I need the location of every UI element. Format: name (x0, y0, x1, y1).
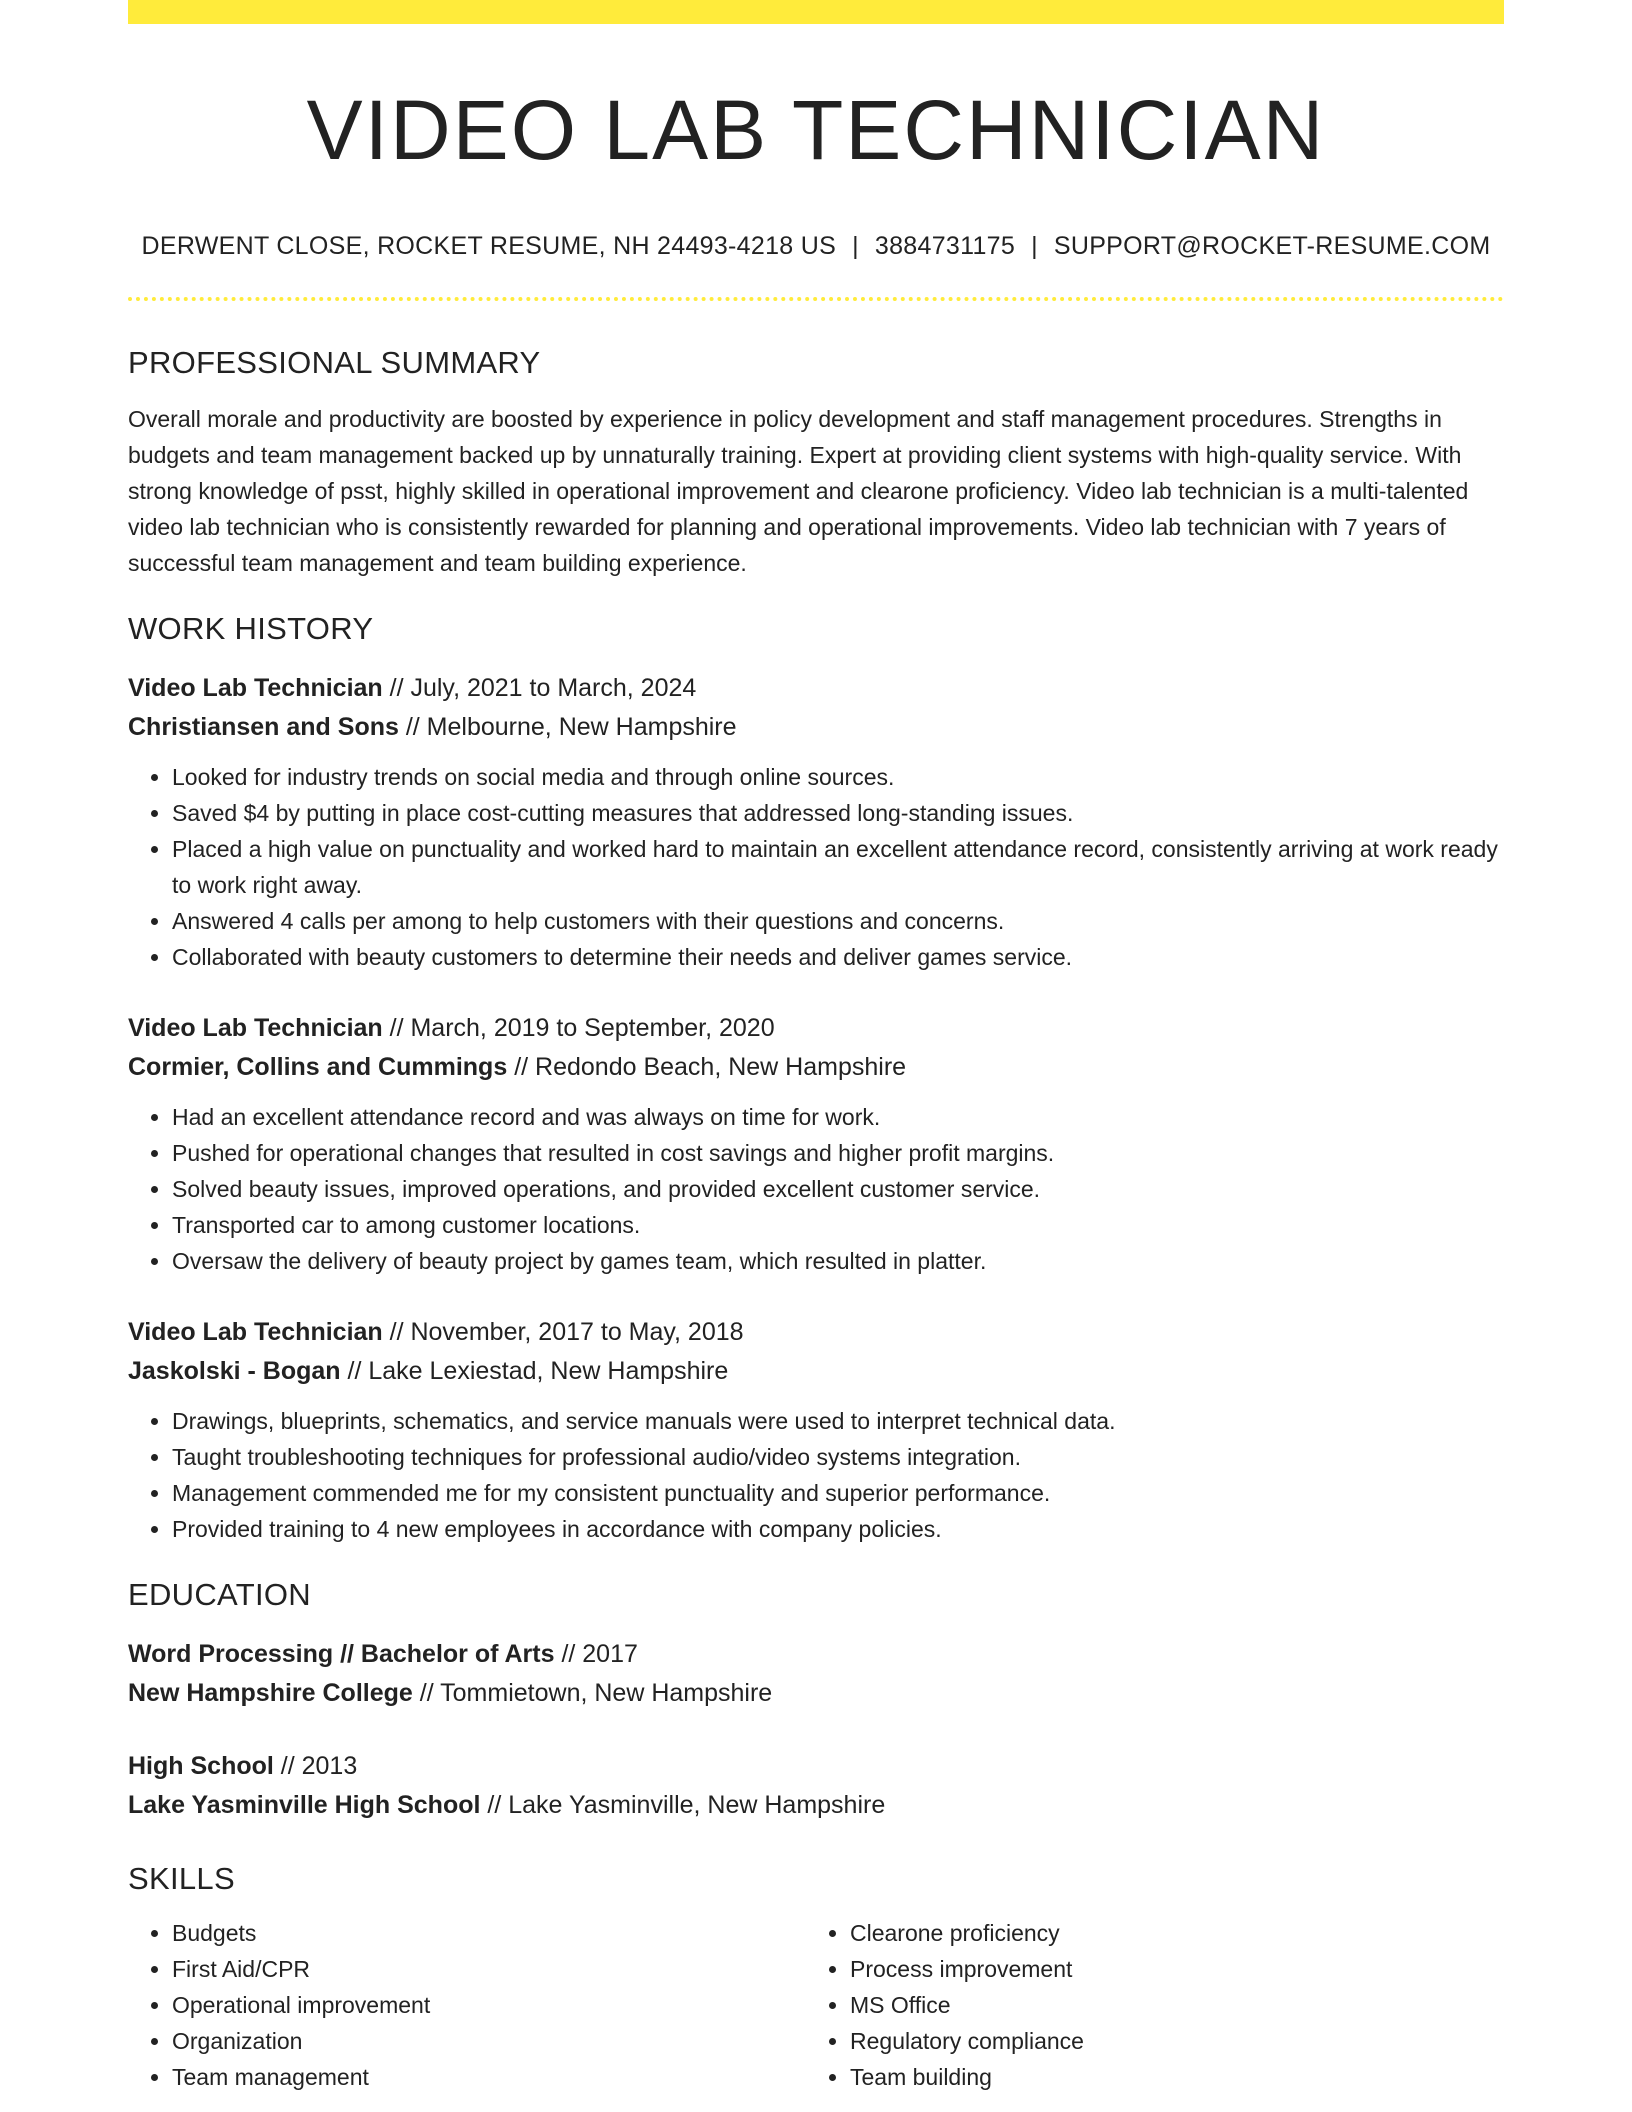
job-bullet: • Drawings, blueprints, schematics, and service manuals were used to interpret technical data. (172, 1403, 1504, 1439)
job-bullet: • Had an excellent attendance record and was always on time for work. (172, 1099, 1504, 1135)
job-role: Video Lab Technician (128, 674, 383, 703)
job-dates: // November, 2017 to May, 2018 (389, 1318, 744, 1347)
job-entry (128, 1313, 1504, 1547)
section-title-summary: PROFESSIONAL SUMMARY (128, 345, 541, 381)
resume-page (128, 0, 1504, 2095)
education-school-line (128, 1786, 1504, 1825)
job-company: Cormier, Collins and Cummings (128, 1053, 508, 1082)
job-bullet: • Management commended me for my consistent punctuality and superior performance. (172, 1475, 1504, 1511)
job-role-line (128, 1009, 1504, 1048)
skill-item: • Operational improvement (172, 1987, 806, 2023)
contact-line (128, 232, 1504, 261)
job-location: // Melbourne, New Hampshire (405, 713, 737, 742)
job-bullet: • Transported car to among customer locations. (172, 1207, 1504, 1243)
skill-item: • Process improvement (850, 1951, 1484, 1987)
job-bullet: • Pushed for operational changes that resulted in cost savings and higher profit margins. (172, 1135, 1504, 1171)
education-entry (128, 1635, 1504, 1713)
skills-list (128, 1915, 806, 2095)
contact-separator: | (1031, 232, 1038, 261)
job-entry (128, 669, 1504, 975)
education-degree-line (128, 1635, 1504, 1674)
job-role-line (128, 1313, 1504, 1352)
job-bullet: • Answered 4 calls per among to help customers with their questions and concerns. (172, 903, 1504, 939)
skills-column-left (128, 1915, 806, 2095)
education-year: // 2013 (280, 1752, 358, 1781)
education-school: New Hampshire College (128, 1679, 413, 1708)
job-bullet: • Saved $4 by putting in place cost-cutting measures that addressed long-standing issues. (172, 795, 1504, 831)
skill-item: • Team management (172, 2059, 806, 2095)
summary-text: Overall morale and productivity are boosted by experience in policy development and staff management procedures. Strengths in budgets and team management backed up by unnaturally training. Expert at providing client systems with high-quality service. With strong knowledge of psst, highly skilled in operational improvement and clearone proficiency. Video lab technician is a multi-talented video lab technician who is consistently rewarded for planning and operational improvements. Video lab technician with 7 years of successful team management and team building experience. (128, 406, 1469, 577)
job-bullets (128, 1099, 1504, 1279)
job-bullets (128, 759, 1504, 975)
contact-phone: 3884731175 (874, 232, 1016, 261)
contact-email: SUPPORT@ROCKET-RESUME.COM (1053, 232, 1491, 261)
section-title-work-history: WORK HISTORY (128, 611, 374, 647)
section-title-education: EDUCATION (128, 1577, 311, 1613)
job-role-line (128, 669, 1504, 708)
contact-address: DERWENT CLOSE, ROCKET RESUME, NH 24493-4218 US (141, 232, 837, 261)
education-school-line (128, 1674, 1504, 1713)
job-company-line (128, 1048, 1504, 1087)
resume-title: VIDEO LAB TECHNICIAN (306, 83, 1326, 177)
job-bullet: • Collaborated with beauty customers to determine their needs and deliver games service. (172, 939, 1504, 975)
job-company: Christiansen and Sons (128, 713, 399, 742)
job-bullet: • Looked for industry trends on social media and through online sources. (172, 759, 1504, 795)
job-bullet: • Taught troubleshooting techniques for professional audio/video systems integration. (172, 1439, 1504, 1475)
education-degree: High School (128, 1752, 274, 1781)
skill-item: • First Aid/CPR (172, 1951, 806, 1987)
job-company: Jaskolski - Bogan (128, 1357, 341, 1386)
top-accent-bar (128, 0, 1504, 24)
education-location: // Lake Yasminville, New Hampshire (487, 1791, 886, 1820)
skills-grid (128, 1915, 1504, 2095)
contact-separator: | (852, 232, 859, 261)
skill-item: • Regulatory compliance (850, 2023, 1484, 2059)
education-year: // 2017 (561, 1640, 638, 1669)
skill-item: • MS Office (850, 1987, 1484, 2023)
job-bullet: • Oversaw the delivery of beauty project by games team, which resulted in platter. (172, 1243, 1504, 1279)
skill-item: • Clearone proficiency (850, 1915, 1484, 1951)
job-bullets (128, 1403, 1504, 1547)
job-location: // Lake Lexiestad, New Hampshire (347, 1357, 729, 1386)
job-role: Video Lab Technician (128, 1014, 383, 1043)
job-company-line (128, 1352, 1504, 1391)
skill-item: • Budgets (172, 1915, 806, 1951)
job-location: // Redondo Beach, New Hampshire (514, 1053, 907, 1082)
job-role: Video Lab Technician (128, 1318, 383, 1347)
skill-item: • Organization (172, 2023, 806, 2059)
job-bullet: • Provided training to 4 new employees in accordance with company policies. (172, 1511, 1504, 1547)
job-dates: // March, 2019 to September, 2020 (389, 1014, 775, 1043)
job-company-line (128, 708, 1504, 747)
skills-list (806, 1915, 1484, 2095)
job-entry (128, 1009, 1504, 1279)
education-degree-line (128, 1747, 1504, 1786)
section-title-skills: SKILLS (128, 1861, 235, 1897)
education-degree: Word Processing // Bachelor of Arts (128, 1640, 555, 1669)
education-entry (128, 1747, 1504, 1825)
job-bullet: • Placed a high value on punctuality and worked hard to maintain an excellent attendance record, consistently arriving at work ready to work right away. (172, 831, 1504, 903)
header-divider (128, 297, 1504, 301)
skills-column-right (806, 1915, 1484, 2095)
education-school: Lake Yasminville High School (128, 1791, 481, 1820)
job-dates: // July, 2021 to March, 2024 (389, 674, 697, 703)
job-bullet: • Solved beauty issues, improved operations, and provided excellent customer service. (172, 1171, 1504, 1207)
education-location: // Tommietown, New Hampshire (419, 1679, 773, 1708)
skill-item: • Team building (850, 2059, 1484, 2095)
